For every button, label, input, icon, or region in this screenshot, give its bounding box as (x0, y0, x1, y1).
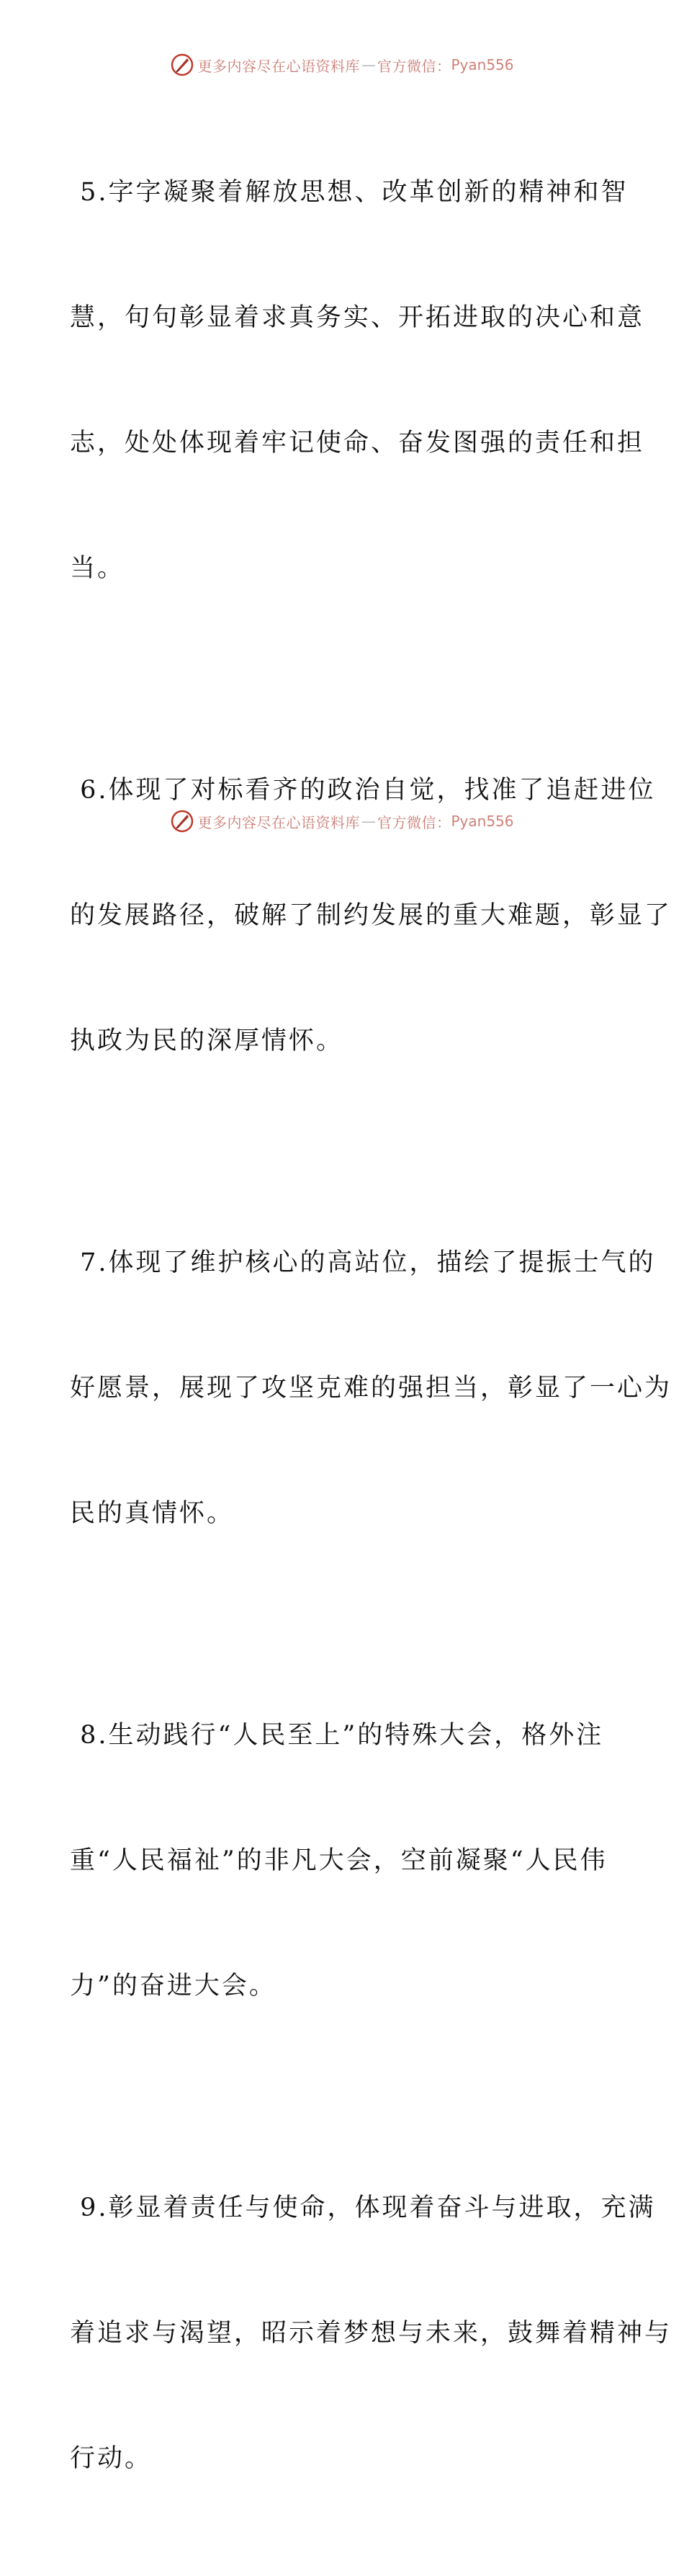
watermark-text: 更多内容尽在心语资料库 (197, 57, 360, 75)
header-watermark (0, 52, 684, 78)
document-body (70, 88, 672, 2576)
watermark-label: 官方微信： (377, 57, 451, 75)
watermark-text: 更多内容尽在心语资料库 (197, 813, 360, 831)
text-line: 5.字字凝聚着解放思想、改革创新的精神和智 (70, 178, 629, 207)
watermark-wechat-id: Pyan556 (451, 56, 514, 73)
paragraph-8 (70, 1631, 617, 2090)
text-line: 6.体现了对标看齐的政治自觉，找准了追赶进位 (70, 776, 656, 805)
paragraph-9 (70, 2103, 672, 2563)
text-line: 9.彰显着责任与使命，体现着奋斗与进取，充满 (70, 2193, 656, 2222)
text-line: 志，处处体现着牢记使命、奋发图强的责任和担 (70, 429, 645, 457)
text-line: 好愿景，展现了攻坚克难的强担当，彰显了一心为 (70, 1374, 672, 1403)
brush-logo-icon (170, 809, 194, 833)
text-line: 的发展路径，破解了制约发展的重大难题，彰显了 (70, 901, 672, 930)
text-line: 8.生动践行“人民至上”的特殊大会，格外注 (70, 1721, 604, 1750)
watermark-dash: — (361, 56, 376, 73)
paragraph-7 (70, 1158, 672, 1618)
watermark-wechat-id: Pyan556 (451, 813, 514, 830)
paragraph-5 (70, 88, 645, 673)
paragraph-6 (70, 686, 672, 1145)
text-line: 重“人民福祉”的非凡大会，空前凝聚“人民伟 (70, 1846, 608, 1875)
text-line: 7.体现了维护核心的高站位，描绘了提振士气的 (70, 1248, 656, 1277)
footer-watermark (0, 808, 684, 834)
text-line: 着追求与渴望，昭示着梦想与未来，鼓舞着精神与 (70, 2319, 672, 2348)
text-line: 慧，句句彰显着求真务实、开拓进取的决心和意 (70, 303, 645, 332)
brush-logo-icon (170, 53, 194, 77)
watermark-dash: — (361, 813, 376, 830)
text-line: 民的真情怀。 (70, 1499, 235, 1528)
text-line: 执政为民的深厚情怀。 (70, 1027, 344, 1055)
watermark-label: 官方微信： (377, 813, 451, 831)
text-line: 力”的奋进大会。 (70, 1972, 276, 2000)
text-line: 当。 (70, 554, 125, 583)
text-line: 行动。 (70, 2444, 153, 2473)
